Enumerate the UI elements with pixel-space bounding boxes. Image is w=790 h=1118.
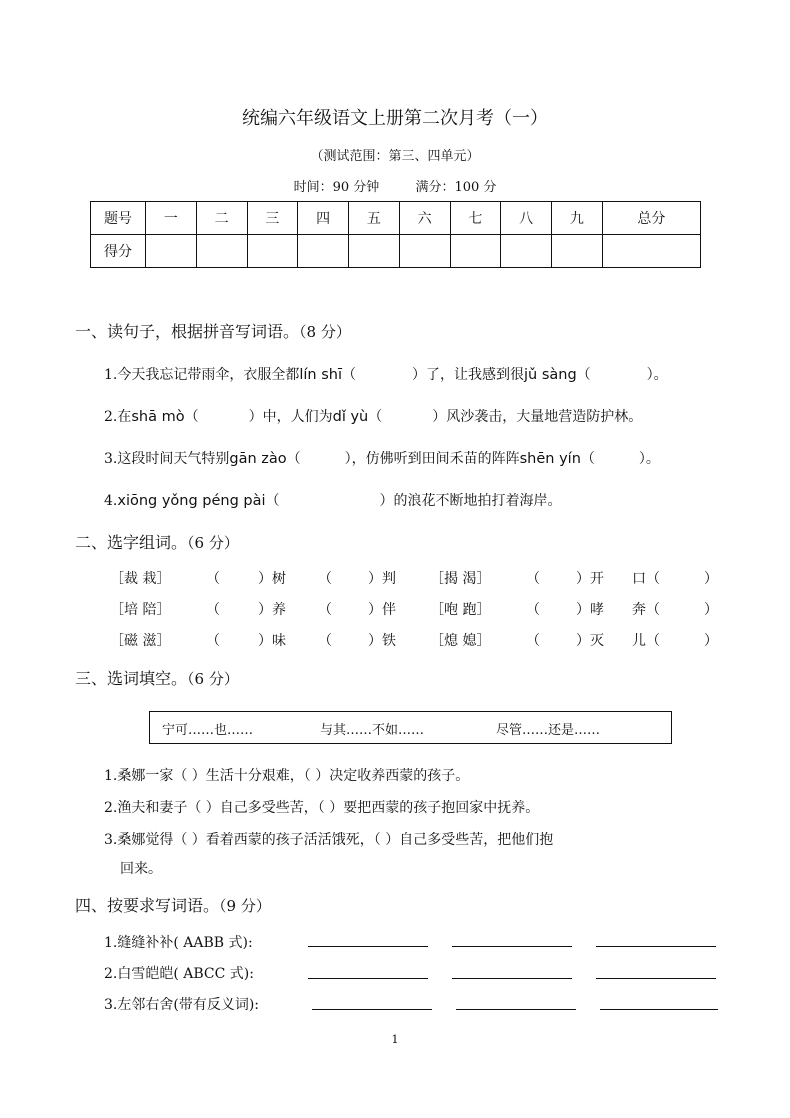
section-4-heading: 四、按要求写词语。（9 分）: [75, 896, 271, 915]
answer-line[interactable]: [600, 1009, 718, 1010]
word-blank[interactable]: 儿（: [632, 633, 660, 649]
word-blank[interactable]: ）判: [368, 571, 396, 587]
score-cell[interactable]: [552, 235, 603, 268]
word-blank[interactable]: ）哮: [576, 602, 604, 618]
answer-line[interactable]: [308, 978, 428, 979]
open-paren: （: [318, 602, 332, 618]
char-pair: ［培 陪］: [110, 602, 171, 618]
answer-line[interactable]: [456, 1009, 576, 1010]
full-score: 满分：100 分: [415, 180, 497, 195]
answer-line[interactable]: [308, 946, 428, 947]
open-paren: （: [526, 602, 540, 618]
page-title: 统编六年级语文上册第二次月考（一）: [242, 108, 548, 129]
char-pair: ［熄 媳］: [430, 633, 491, 649]
open-paren: （: [206, 633, 220, 649]
section-3-question-3-continued: 回来。: [120, 861, 162, 877]
answer-line[interactable]: [596, 946, 716, 947]
score-col: 七: [450, 202, 501, 235]
word-blank[interactable]: 口（: [632, 571, 660, 587]
answer-line[interactable]: [452, 978, 572, 979]
score-cell[interactable]: [602, 235, 700, 268]
section-1-heading: 一、读句子，根据拼音写词语。（8 分）: [75, 322, 351, 341]
word-blank[interactable]: ）树: [258, 571, 286, 587]
score-col: 总分: [602, 202, 700, 235]
score-col: 六: [399, 202, 450, 235]
test-scope: （测试范围：第三、四单元）: [310, 149, 480, 164]
char-pair: ［磁 滋］: [110, 633, 171, 649]
section-1-question-4: 4.xiōng yǒng péng pài（ ）的浪花不断地拍打着海岸。: [104, 493, 562, 509]
open-paren: （: [318, 571, 332, 587]
word-blank[interactable]: ）灭: [576, 633, 604, 649]
score-cell[interactable]: [196, 235, 247, 268]
char-pair: ［咆 跑］: [430, 602, 491, 618]
open-paren: （: [206, 571, 220, 587]
answer-line[interactable]: [312, 1009, 432, 1010]
section-1-question-2: 2.在shā mò（ ）中，人们为dǐ yù（ ）风沙袭击，大量地营造防护林。: [104, 409, 643, 425]
score-col: 八: [501, 202, 552, 235]
char-pair: ［裁 栽］: [110, 571, 171, 587]
score-cell[interactable]: [146, 235, 197, 268]
word-blank[interactable]: ）铁: [368, 633, 396, 649]
score-col: 三: [247, 202, 298, 235]
section-3-question-3: 3.桑娜觉得（ ）看着西蒙的孩子活活饿死，（ ）自己多受些苦，把他们抱: [104, 832, 554, 848]
score-col: 一: [146, 202, 197, 235]
time-limit: 时间：90 分钟: [293, 180, 380, 195]
score-cell[interactable]: [247, 235, 298, 268]
score-cell[interactable]: [298, 235, 349, 268]
score-cell[interactable]: [501, 235, 552, 268]
word-option: 尽管……还是……: [496, 723, 601, 738]
word-option: 与其……不如……: [320, 723, 425, 738]
section-3-heading: 三、选词填空。（6 分）: [75, 669, 239, 688]
close-paren: ）: [704, 571, 718, 587]
score-col: 二: [196, 202, 247, 235]
section-3-question-1: 1.桑娜一家（ ）生活十分艰难，（ ）决定收养西蒙的孩子。: [104, 768, 470, 784]
score-cell[interactable]: [349, 235, 400, 268]
section-1-question-3: 3.这段时间天气特别gān zào（ ），仿佛听到田间禾苗的阵阵shēn yín（ ）。: [104, 451, 660, 467]
section-3-question-2: 2.渔夫和妻子（ ）自己多受些苦，（ ）要把西蒙的孩子抱回家中抚养。: [104, 800, 540, 816]
score-cell[interactable]: [450, 235, 501, 268]
section-1-question-1: 1.今天我忘记带雨伞，衣服全都lín shī（ ）了，让我感到很jǔ sàng（ ）。: [104, 367, 668, 383]
answer-line[interactable]: [596, 978, 716, 979]
section-4-question-1: 1.缝缝补补( AABB 式):: [104, 935, 253, 951]
word-blank[interactable]: ）开: [576, 571, 604, 587]
word-option: 宁可……也……: [162, 723, 254, 738]
open-paren: （: [526, 571, 540, 587]
score-col: 五: [349, 202, 400, 235]
section-2-heading: 二、选字组词。（6 分）: [75, 533, 239, 552]
word-options-box: [149, 711, 672, 744]
close-paren: ）: [704, 633, 718, 649]
time-and-score: [0, 176, 790, 195]
close-paren: ）: [704, 602, 718, 618]
open-paren: （: [206, 602, 220, 618]
char-pair: ［揭 渴］: [430, 571, 491, 587]
score-col: 四: [298, 202, 349, 235]
score-cell[interactable]: [399, 235, 450, 268]
score-col: 九: [552, 202, 603, 235]
open-paren: （: [318, 633, 332, 649]
question-number-label: 题号: [91, 202, 146, 235]
score-table: [90, 201, 701, 268]
word-blank[interactable]: 奔（: [632, 602, 660, 618]
word-blank[interactable]: ）伴: [368, 602, 396, 618]
score-label: 得分: [91, 235, 146, 268]
question-number-row: [91, 202, 701, 235]
word-blank[interactable]: ）味: [258, 633, 286, 649]
open-paren: （: [526, 633, 540, 649]
answer-line[interactable]: [452, 946, 572, 947]
section-4-question-3: 3.左邻右舍(带有反义词):: [104, 997, 259, 1013]
page-number: 1: [391, 1033, 399, 1046]
word-blank[interactable]: ）养: [258, 602, 286, 618]
score-row: [91, 235, 701, 268]
section-4-question-2: 2.白雪皑皑( ABCC 式):: [104, 966, 254, 982]
